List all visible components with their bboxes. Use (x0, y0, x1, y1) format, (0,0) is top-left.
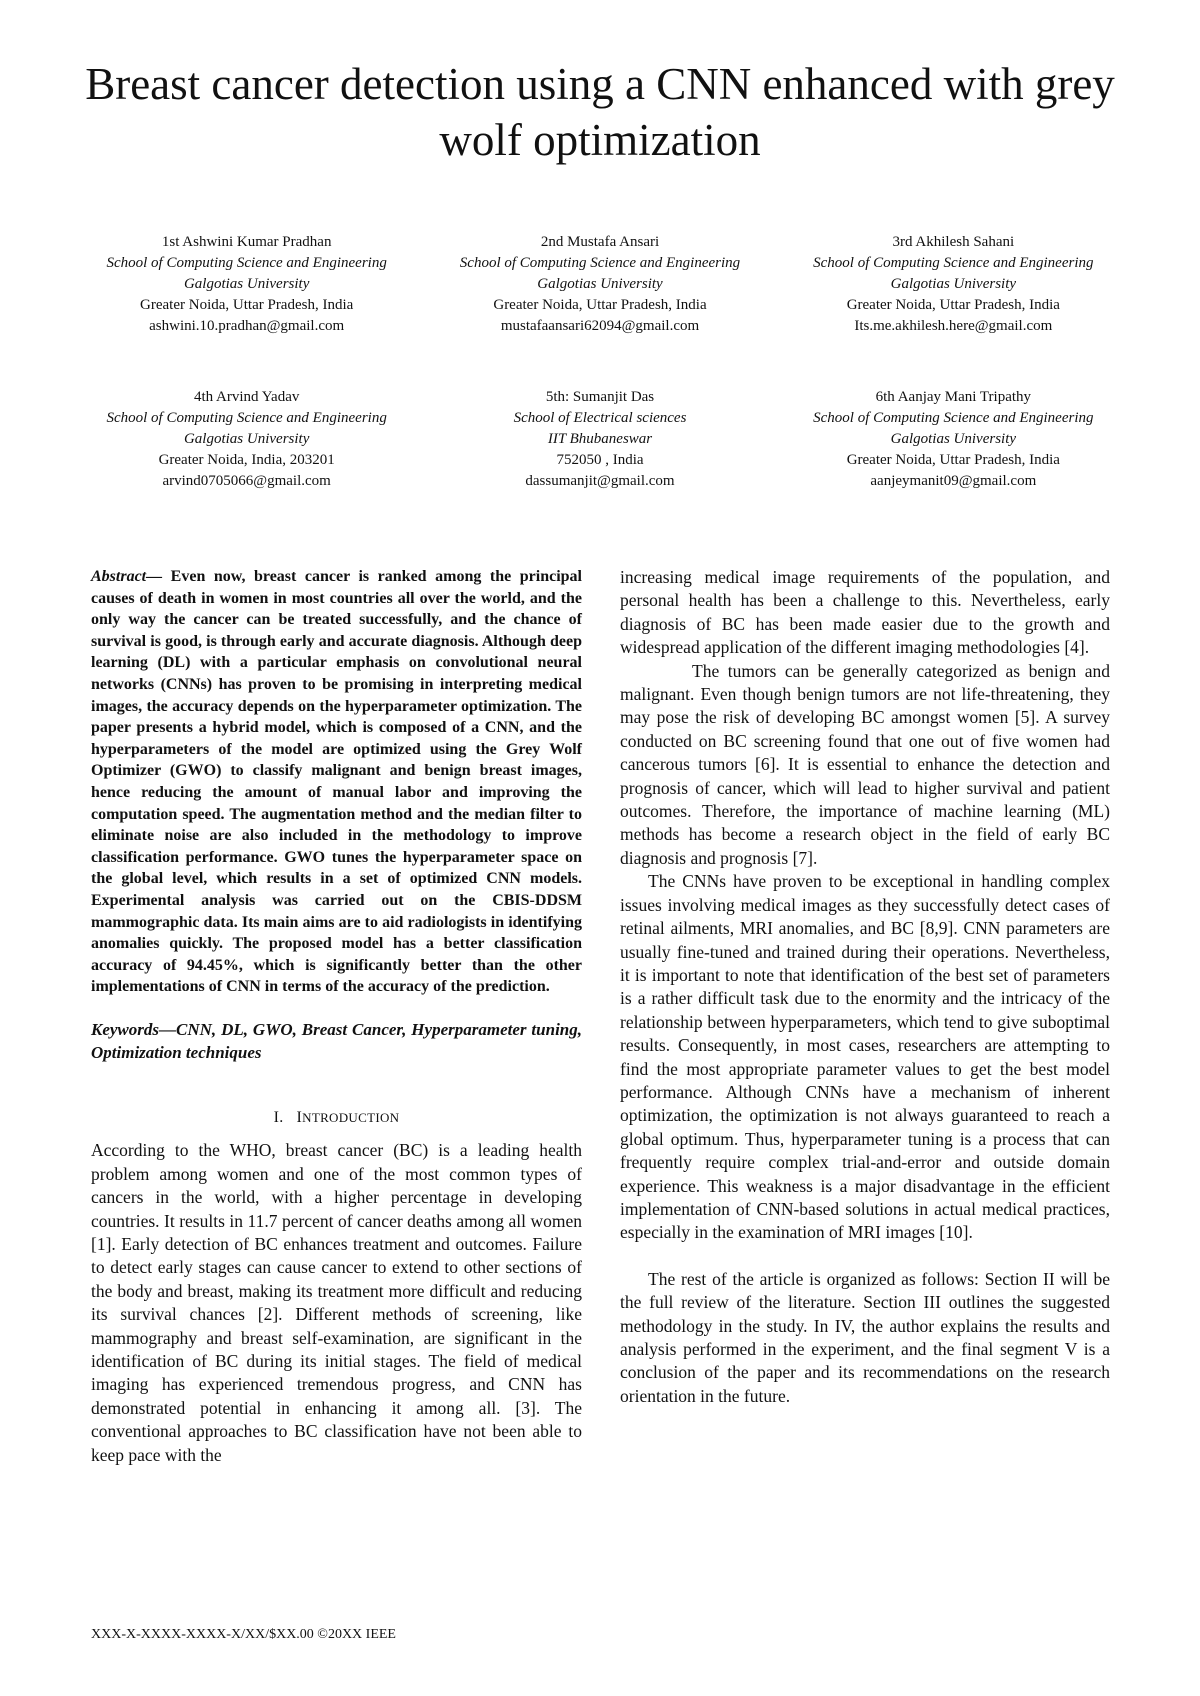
author-name: 6th Aanjay Mani Tripathy (875, 389, 1032, 405)
author-org: IIT Bhubaneswar (547, 431, 653, 447)
author-location: Greater Noida, Uttar Pradesh, India (493, 297, 707, 313)
body-paragraph-4: The rest of the article is organized as follows: Section II will be the full review of the literature. Section III outlines the suggested methodology in the study. In IV, the author explains the results and analysis performed in the experiment, and the final segment V is a conclusion of the paper and its recommendations on the research orientation in the future. (620, 1268, 1110, 1406)
section-number: I. (273, 1108, 284, 1126)
author-location: Greater Noida, Uttar Pradesh, India (140, 297, 354, 313)
author-dept: School of Computing Science and Engineering (106, 255, 387, 271)
author-block-row-1 (80, 232, 1120, 337)
author-dept: School of Computing Science and Engineering (459, 255, 741, 271)
section-heading-introduction (91, 1106, 582, 1129)
body-paragraph-1: increasing medical image requirements of the population, and personal health has been a challenge to this. Nevertheless, early diagnosis of BC has been made easier due to the growth and widespread application of the different imaging methodologies [4]. (620, 567, 1110, 658)
keywords-lead: Keywords— (91, 1019, 176, 1039)
author-name: 5th: Sumanjit Das (545, 389, 655, 405)
author-1 (80, 232, 413, 337)
author-org: Galgotias University (537, 276, 663, 292)
author-email: dassumanjit@gmail.com (525, 473, 675, 489)
author-name: 1st Ashwini Kumar Pradhan (161, 234, 332, 250)
author-org: Galgotias University (890, 276, 1017, 292)
body-paragraph-3: The CNNs have proven to be exceptional in handling complex issues involving medical images as they successfully detect cases of retinal ailments, MRI anomalies, and BC [8,9]. CNN parameters are usually fine-tuned and trained during their operations. Nevertheless, it is important to note that identification of the best set of parameters is a rather difficult task due to the enormity and the intricacy of the relationship between hyperparameters, which tend to give suboptimal results. Consequently, in most cases, researchers are attempting to find the most appropriate parameter values to get the best model performance. Although CNNs have a mechanism of inherent optimization, the optimization is not always guaranteed to reach a global optimum. Thus, hyperparameter tuning is a process that can frequently require complex trial-and-error and outside domain experience. This weakness is a major disadvantage in the efficient implementation of CNN-based solutions in actual medical practices, especially in the examination of MRI images [10]. (620, 871, 1110, 1243)
author-location: Greater Noida, India, 203201 (158, 452, 335, 468)
intro-paragraph-1: According to the WHO, breast cancer (BC) is a leading health problem among women and one of the most common types of cancers in the world, with a higher percentage in developing countries. It results in 11.7 percent of cancer deaths among all women [1]. Early detection of BC enhances treatment and outcomes. Failure to detect early stages can cause cancer to extend to other sections of the body and breast, making its treatment more difficult and reducing its survival chances [2]. Different methods of screening, like mammography and breast self-examination, are significant in the identification of BC during its initial stages. The field of medical imaging has experienced tremendous progress, and CNN has demonstrated potential in enhancing it among all. [3]. The conventional approaches to BC classification have not been able to keep pace with the (91, 1140, 582, 1465)
author-org: Galgotias University (183, 431, 310, 447)
author-dept: School of Computing Science and Engineering (813, 410, 1094, 426)
keywords-text: CNN, DL, GWO, Breast Cancer, Hyperparameter tuning, Optimization techniques (91, 1019, 582, 1062)
author-email: aanjeymanit09@gmail.com (870, 473, 1037, 489)
author-dept: School of Electrical sciences (513, 410, 687, 426)
author-org: Galgotias University (183, 276, 310, 292)
author-6 (787, 387, 1120, 492)
keywords (91, 1018, 582, 1064)
author-location: 752050 , India (556, 452, 644, 468)
author-location: Greater Noida, Uttar Pradesh, India (846, 297, 1060, 313)
abstract (91, 566, 582, 998)
author-3 (787, 232, 1120, 337)
author-2 (433, 232, 766, 337)
right-column (620, 566, 1110, 1408)
author-dept: School of Computing Science and Engineering (813, 255, 1094, 271)
author-email: mustafaansari62094@gmail.com (500, 318, 700, 334)
author-email: Its.me.akhilesh.here@gmail.com (854, 318, 1053, 334)
author-name: 3rd Akhilesh Sahani (892, 234, 1015, 250)
author-block-row-2 (80, 387, 1120, 492)
author-5 (433, 387, 766, 492)
abstract-lead: Abstract— (91, 568, 163, 585)
author-email: ashwini.10.pradhan@gmail.com (149, 318, 345, 334)
author-name: 4th Arvind Yadav (193, 389, 300, 405)
copyright-footer: XXX-X-XXXX-XXXX-X/XX/$XX.00 ©20XX IEEE (91, 1627, 396, 1642)
abstract-text: Even now, breast cancer is ranked among the principal causes of death in women in most countries all over the world, and the only way the cancer can be treated successfully, and the chance of survival is good, is through early and accurate diagnosis. Although deep learning (DL) with a particular emphasis on convolutional neural networks (CNNs) has proven to be promising in interpreting medical images, the accuracy depends on the hyperparameter optimization. The paper presents a hybrid model, which is composed of a CNN, and the hyperparameters of the model are optimized using the Grey Wolf Optimizer (GWO) to classify malignant and benign breast images, hence reducing the amount of manual labor and improving the computation speed. The augmentation method and the median filter to eliminate noise are also included in the methodology to improve classification performance. GWO tunes the hyperparameter space on the global level, which results in a set of optimized CNN models. Experimental analysis was carried out on the CBIS-DDSM mammographic data. Its main aims are to aid radiologists in identifying anomalies quickly. The proposed model has a better classification accuracy of 94.45%, which is significantly better than the other implementations of CNN in terms of the accuracy of the prediction. (91, 568, 582, 996)
paper-title: Breast cancer detection using a CNN enhanced with grey wolf optimization (85, 59, 1115, 165)
author-email: arvind0705066@gmail.com (162, 473, 331, 489)
author-location: Greater Noida, Uttar Pradesh, India (846, 452, 1060, 468)
author-org: Galgotias University (890, 431, 1017, 447)
section-title-initial: I (296, 1108, 303, 1126)
body-paragraph-2: The tumors can be generally categorized as benign and malignant. Even though benign tumors are not life-threatening, they may pose the risk of developing BC amongst women [5]. A survey conducted on BC screening found that one out of five women had cancerous tumors [6]. It is essential to enhance the detection and prognosis of cancer, which will lead to higher survival and patient outcomes. Therefore, the importance of machine learning (ML) methods has become a research object in the field of early BC diagnosis and prognosis [7]. (620, 660, 1110, 868)
author-dept: School of Computing Science and Engineering (106, 410, 387, 426)
author-name: 2nd Mustafa Ansari (540, 234, 660, 250)
left-column (91, 566, 582, 1467)
section-title-rest: NTRODUCTION (302, 1109, 400, 1125)
author-4 (80, 387, 413, 492)
